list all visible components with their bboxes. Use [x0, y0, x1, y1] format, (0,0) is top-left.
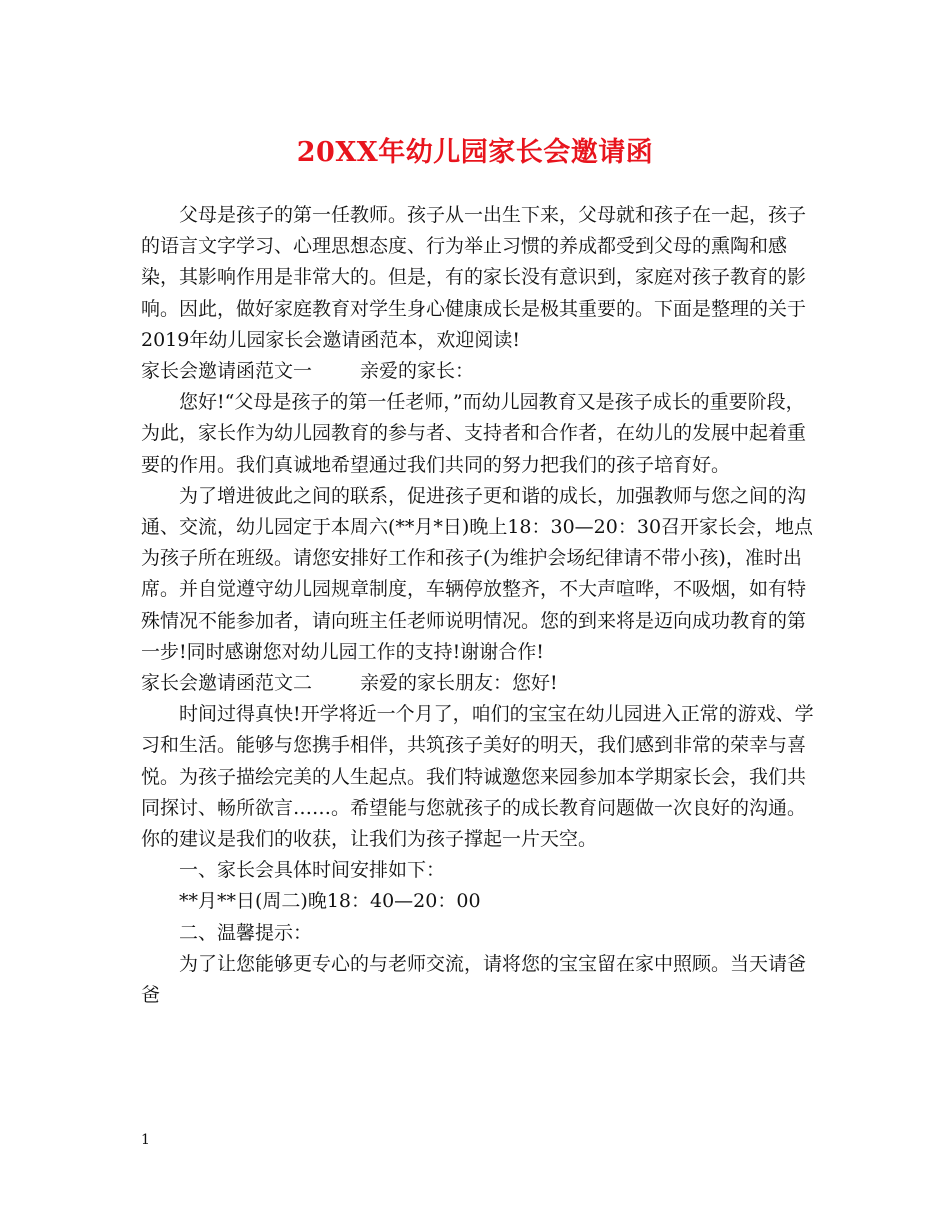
- intro-paragraph: 父母是孩子的第一任教师。孩子从一出生下来，父母就和孩子在一起，孩子的语言文字学习、心理思想态度、行为举止习惯的养成都受到父母的熏陶和感染，其影响作用是非常大的。但是，有的家长没有意识到，家庭对孩子教育的影响。因此，做好家庭教育对学生身心健康成长是极其重要的。下面是整理的关于2019年幼儿园家长会邀请函范本，欢迎阅读!: [141, 204, 807, 351]
- tips-heading: 二、温馨提示：: [179, 921, 313, 944]
- sample1-greeting: 亲爱的家长：: [360, 360, 475, 383]
- sample1-heading: 家长会邀请函范文一: [141, 360, 313, 383]
- sample2-paragraph-1: 时间过得真快!开学将近一个月了，咱们的宝宝在幼儿园进入正常的游戏、学习和生活。能够与您携手相伴，共筑孩子美好的明天，我们感到非常的荣幸与喜悦。为孩子描绘完美的人生起点。我们特诚邀您来园参加本学期家长会，我们共同探讨、畅所欲言……。希望能与您就孩子的成长教育问题做一次良好的沟通。你的建议是我们的收获，让我们为孩子撑起一片天空。: [141, 703, 814, 851]
- document-body: [141, 200, 821, 1011]
- sample1-heading-line: [141, 356, 821, 387]
- sample2-greeting: 亲爱的家长朋友：您好!: [360, 672, 558, 695]
- sample2-heading-line: [141, 668, 821, 699]
- page-number: 1: [141, 1132, 150, 1148]
- schedule-time: **月**日(周二)晚18：40—20：00: [179, 890, 481, 913]
- document-title: 20XX年幼儿园家长会邀请函: [296, 137, 654, 168]
- schedule-heading: 一、家长会具体时间安排如下：: [179, 859, 446, 882]
- sample2-heading: 家长会邀请函范文二: [141, 672, 313, 695]
- sample1-paragraph-2: 为了增进彼此之间的联系，促进孩子更和谐的成长，加强教师与您之间的沟通、交流，幼儿园定于本周六(**月*日)晚上18：30—20：30召开家长会，地点为孩子所在班级。请您安排好工作和孩子(为维护会场纪律请不带小孩)，准时出席。并自觉遵守幼儿园规章制度，车辆停放整齐，不大声喧哗，不吸烟，如有特殊情况不能参加者，请向班主任老师说明情况。您的到来将是迈向成功教育的第一步!同时感谢您对幼儿园工作的支持!谢谢合作!: [141, 484, 814, 663]
- sample1-paragraph-1: 您好!“父母是孩子的第一任老师，”而幼儿园教育又是孩子成长的重要阶段，为此，家长作为幼儿园教育的参与者、支持者和合作者，在幼儿的发展中起着重要的作用。我们真诚地希望通过我们共同的努力把我们的孩子培育好。: [141, 391, 807, 476]
- sample2-paragraph-2: 为了让您能够更专心的与老师交流，请将您的宝宝留在家中照顾。当天请爸爸: [141, 952, 807, 1007]
